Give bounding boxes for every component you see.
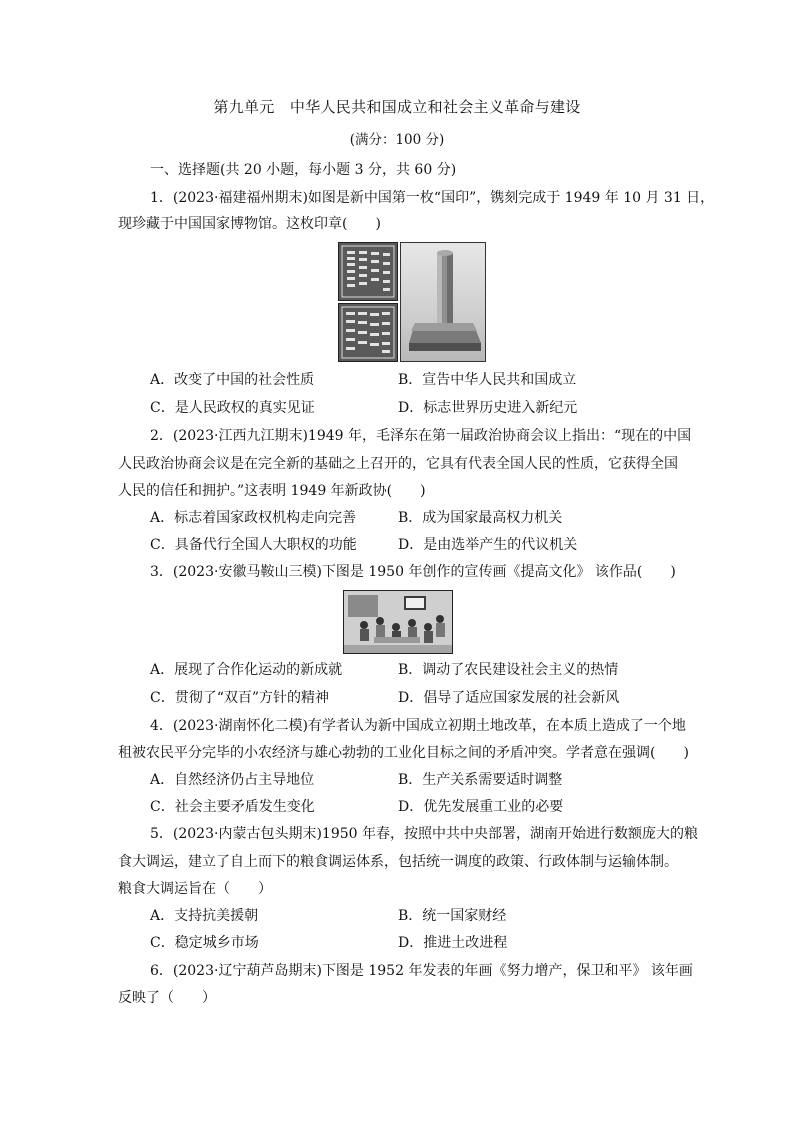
- q1-stem-line-2: 现珍藏于中国国家博物馆。这枚印章( ): [118, 216, 381, 232]
- q3-option-d: D．倡导了适应国家发展的社会新风: [398, 690, 620, 706]
- q2-option-c: C．具备代行全国人大职权的功能: [150, 537, 357, 553]
- q3-option-b: B．调动了农民建设社会主义的热情: [398, 662, 619, 678]
- q4-stem-line-2: 租被农民平分完毕的小农经济与雄心勃勃的工业化目标之间的矛盾冲突。学者意在强调( ): [118, 745, 689, 761]
- seal-imprint-top-graphic: [339, 243, 397, 300]
- q2-option-d: D．是由选举产生的代议机关: [398, 537, 578, 553]
- seal-imprint-top: [338, 242, 398, 301]
- q2-stem-line-1: 2．(2023·江西九江期末)1949 年，毛泽东在第一届政治协商会议上指出：“现在的中国: [150, 428, 692, 444]
- q5-option-b: B．统一国家财经: [398, 908, 507, 924]
- q5-option-a: A．支持抗美援朝: [150, 908, 259, 924]
- seal-object-photo: [400, 242, 486, 362]
- q2-option-b: B．成为国家最高权力机关: [398, 510, 563, 526]
- q6-stem-line-1: 6．(2023·辽宁葫芦岛期末)下图是 1952 年发表的年画《努力增产，保卫和平》 该年画: [150, 963, 693, 979]
- propaganda-poster-figure: [343, 590, 453, 654]
- unit-title: 第九单元 中华人民共和国成立和社会主义革命与建设: [213, 98, 581, 116]
- seal-imprint-bottom-graphic: [339, 304, 397, 361]
- q6-stem-line-2: 反映了（ ）: [118, 990, 216, 1006]
- q2-stem-line-2: 人民政治协商会议是在完全新的基础之上召开的，它具有代表全国人民的性质，它获得全国: [118, 456, 678, 472]
- seal-imprint-bottom: [338, 303, 398, 362]
- state-seal-figure: [338, 242, 488, 362]
- q4-option-a: A．自然经济仍占主导地位: [150, 772, 315, 788]
- q4-option-d: D．优先发展重工业的必要: [398, 799, 564, 815]
- q5-option-d: D．推进土改进程: [398, 935, 508, 951]
- q3-option-c: C．贯彻了“双百”方针的精神: [150, 690, 330, 706]
- q1-option-c: C．是人民政权的真实见证: [150, 400, 315, 416]
- propaganda-poster-graphic: [344, 591, 452, 653]
- q3-option-a: A．展现了合作化运动的新成就: [150, 662, 343, 678]
- q5-stem-line-2: 食大调运，建立了自上而下的粮食调运体系，包括统一调度的政策、行政体制与运输体制。: [118, 854, 678, 870]
- q1-option-d: D．标志世界历史进入新纪元: [398, 400, 578, 416]
- q5-option-c: C．稳定城乡市场: [150, 935, 259, 951]
- q3-stem-line-1: 3．(2023·安徽马鞍山三模)下图是 1950 年创作的宣传画《提高文化》 该作品( ): [150, 564, 676, 580]
- q2-option-a: A．标志着国家政权机构走向完善: [150, 510, 357, 526]
- q4-stem-line-1: 4．(2023·湖南怀化二模)有学者认为新中国成立初期土地改革，在本质上造成了一个地: [150, 718, 686, 734]
- q1-option-b: B．宣告中华人民共和国成立: [398, 372, 577, 388]
- q5-stem-line-3: 粮食大调运旨在（ ）: [118, 881, 272, 897]
- score-note: (满分：100 分): [349, 132, 445, 148]
- q1-option-a: A．改变了中国的社会性质: [150, 372, 315, 388]
- q5-stem-line-1: 5．(2023·内蒙古包头期末)1950 年春，按照中共中央部署，湖南开始进行数额庞大的粮: [150, 826, 698, 842]
- section-heading: 一、选择题(共 20 小题，每小题 3 分，共 60 分): [150, 162, 457, 178]
- q4-option-c: C．社会主要矛盾发生变化: [150, 799, 315, 815]
- q2-stem-line-3: 人民的信任和拥护。”这表明 1949 年新政协( ): [118, 483, 426, 499]
- q1-stem-line-1: 1．(2023·福建福州期末)如图是新中国第一枚“国印”，镌刻完成于 1949 年 10 月 31 日，: [150, 190, 715, 206]
- q4-option-b: B．生产关系需要适时调整: [398, 772, 563, 788]
- seal-object-graphic: [401, 243, 485, 361]
